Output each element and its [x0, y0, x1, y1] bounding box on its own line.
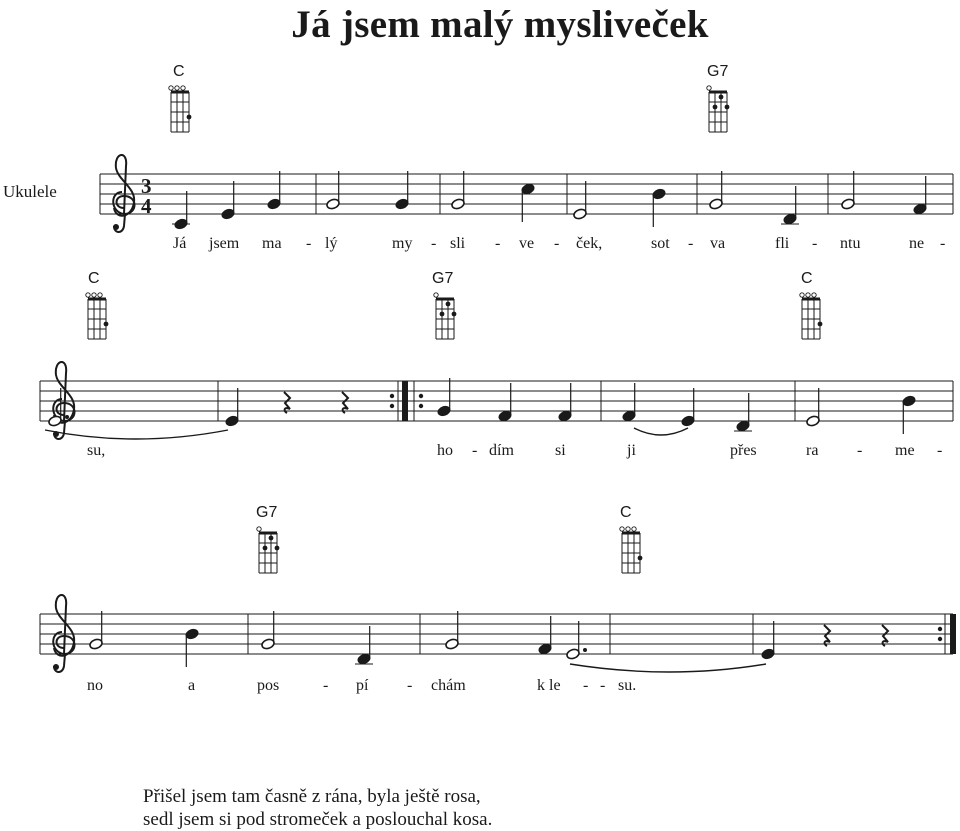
quarter-note: [761, 621, 776, 660]
half-note: [89, 611, 104, 650]
lyric-syllable: chám: [431, 677, 466, 694]
half-note: [445, 611, 460, 650]
lyric-syllable: ntu: [840, 235, 861, 252]
chord-diagram: [169, 86, 192, 132]
quarter-rest: [824, 625, 830, 646]
lyric-syllable: -: [407, 677, 413, 694]
lyric-syllable: dím: [489, 442, 514, 459]
lyric-syllable: my: [392, 235, 413, 252]
lyric-syllable: ma: [262, 235, 282, 252]
quarter-note: [538, 616, 553, 655]
quarter-note: [913, 176, 928, 215]
lyric-syllable: -: [937, 442, 943, 459]
quarter-note: [558, 383, 573, 422]
verse-line: sedl jsem si pod stromeček a poslouchal kosa.: [143, 809, 493, 830]
quarter-note: [395, 171, 410, 210]
lyric-syllable: a: [188, 677, 196, 694]
half-note: [573, 181, 588, 220]
quarter-rest: [342, 392, 348, 413]
treble-clef: [53, 595, 75, 672]
quarter-note: [498, 383, 513, 422]
quarter-note: [185, 628, 200, 667]
half-note: [451, 171, 466, 210]
lyric-syllable: -: [583, 677, 589, 694]
quarter-note: [681, 388, 696, 427]
half-note: [326, 171, 341, 210]
lyric-syllable: no: [87, 677, 103, 694]
chord-name: C: [620, 504, 632, 521]
verse-line: Přišel jsem tam časně z rána, byla ještě rosa,: [143, 786, 481, 807]
quarter-note: [734, 393, 752, 432]
half-note: [841, 171, 856, 210]
chord-name: G7: [256, 504, 278, 521]
time-signature-bottom: 4: [141, 194, 152, 218]
lyric-syllable: va: [710, 235, 726, 252]
chord-diagram: [434, 293, 457, 339]
chord-diagram: [800, 293, 823, 339]
lyric-syllable: -: [940, 235, 946, 252]
tie: [45, 430, 228, 439]
slur: [634, 428, 688, 435]
lyric-syllable: -: [306, 235, 312, 252]
quarter-note: [902, 395, 917, 434]
lyric-syllable: si: [555, 442, 566, 459]
quarter-note: [622, 383, 637, 422]
quarter-note: [437, 378, 452, 417]
lyric-syllable: sli: [450, 235, 466, 252]
lyric-syllable: lý: [325, 235, 338, 252]
instrument-label: Ukulele: [3, 182, 57, 201]
lyrics-line-2: [87, 442, 942, 459]
tie: [570, 664, 766, 672]
lyric-syllable: přes: [730, 442, 757, 459]
lyrics-line-1: [173, 235, 945, 252]
lyric-syllable: pos: [257, 677, 280, 694]
half-note: [806, 388, 821, 427]
lyric-syllable: me: [895, 442, 915, 459]
lyric-syllable: ček,: [576, 235, 603, 252]
lyric-syllable: ji: [627, 442, 636, 459]
lyric-syllable: sot: [651, 235, 670, 252]
lyric-syllable: k le: [537, 677, 561, 694]
chord-diagram: [86, 293, 109, 339]
quarter-note: [267, 171, 282, 210]
chord-name: C: [173, 63, 185, 80]
quarter-note: [652, 188, 667, 227]
chord-diagram: [707, 86, 730, 132]
lyric-syllable: -: [812, 235, 818, 252]
quarter-note: [221, 181, 236, 220]
lyric-syllable: su,: [87, 442, 106, 459]
half-note: [261, 611, 276, 650]
lyric-syllable: ra: [806, 442, 819, 459]
lyric-syllable: -: [495, 235, 501, 252]
lyric-syllable: ho: [437, 442, 453, 459]
treble-clef: [53, 362, 75, 439]
lyric-syllable: -: [554, 235, 560, 252]
lyric-syllable: Já: [173, 235, 187, 252]
quarter-rest: [284, 392, 290, 413]
chord-name: G7: [707, 63, 729, 80]
lyric-syllable: -: [857, 442, 863, 459]
lyric-syllable: ne: [909, 235, 925, 252]
lyric-syllable: -: [472, 442, 478, 459]
lyric-syllable: ve: [519, 235, 535, 252]
lyric-syllable: pí: [356, 677, 369, 694]
quarter-note: [172, 191, 190, 230]
lyrics-line-3: [87, 677, 636, 694]
lyric-syllable: -: [600, 677, 606, 694]
time-signature-top: 3: [141, 174, 152, 198]
lyric-syllable: fli: [775, 235, 790, 252]
quarter-note: [781, 186, 799, 225]
staff-system-3: [40, 595, 956, 672]
chord-diagram: [620, 527, 643, 573]
lyric-syllable: -: [323, 677, 329, 694]
lyric-syllable: su.: [618, 677, 637, 694]
quarter-note: [355, 626, 373, 665]
chord-name: C: [801, 270, 813, 287]
lyric-syllable: jsem: [209, 235, 240, 252]
lyric-syllable: -: [431, 235, 437, 252]
verse-text: [143, 785, 492, 831]
treble-clef: [113, 155, 135, 232]
quarter-rest: [882, 625, 888, 646]
lyric-syllable: -: [688, 235, 694, 252]
quarter-note: [225, 388, 240, 427]
half-note: [709, 171, 724, 210]
staff-system-2: [40, 362, 953, 439]
chord-name: G7: [432, 270, 454, 287]
chord-diagram: [257, 527, 280, 573]
chord-name: C: [88, 270, 100, 287]
quarter-note: [521, 183, 536, 222]
song-title: Já jsem malý mysliveček: [291, 3, 709, 46]
